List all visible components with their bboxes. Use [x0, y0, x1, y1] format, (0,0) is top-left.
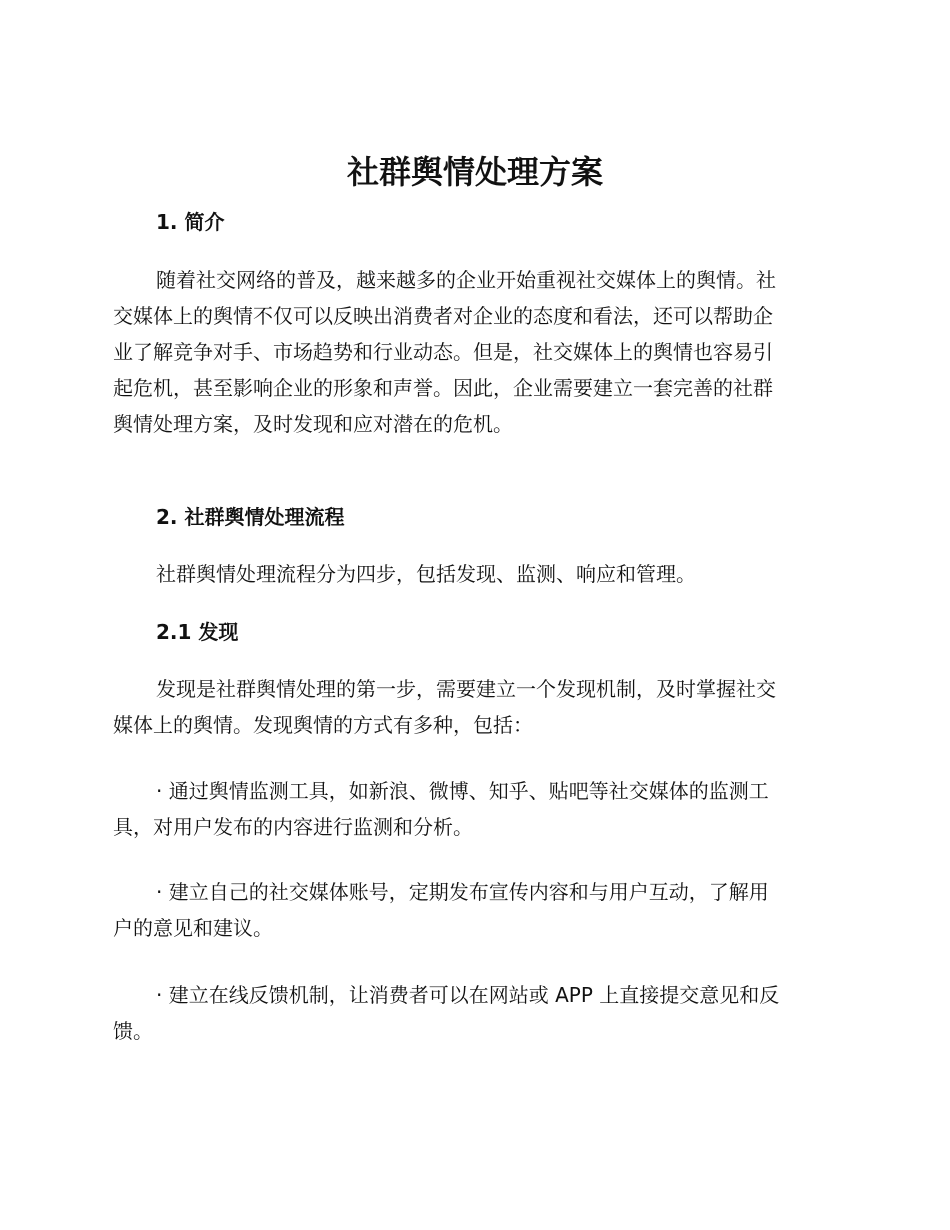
section-heading-discover: 2.1 发现: [156, 620, 239, 644]
bullet-line: 馈。: [113, 1019, 153, 1043]
bullet-line: · 通过舆情监测工具，如新浪、微博、知乎、贴吧等社交媒体的监测工: [156, 779, 769, 803]
section-heading-intro: 1. 简介: [156, 210, 225, 234]
paragraph-line: 随着社交网络的普及，越来越多的企业开始重视社交媒体上的舆情。社: [156, 268, 776, 292]
bullet-item-online-feedback: [113, 977, 831, 1049]
paragraph-line: 发现是社群舆情处理的第一步，需要建立一个发现机制，及时掌握社交: [156, 677, 776, 701]
bullet-item-own-accounts: [113, 874, 831, 946]
bullet-line: · 建立自己的社交媒体账号，定期发布宣传内容和与用户互动，了解用: [156, 880, 769, 904]
paragraph-line: 业了解竞争对手、市场趋势和行业动态。但是，社交媒体上的舆情也容易引: [113, 340, 773, 364]
paragraph-line: 舆情处理方案，及时发现和应对潜在的危机。: [113, 412, 513, 436]
process-paragraph: [113, 556, 831, 592]
discover-paragraph: [113, 671, 831, 743]
bullet-item-monitoring-tools: [113, 773, 831, 845]
paragraph-line: 起危机，甚至影响企业的形象和声誉。因此，企业需要建立一套完善的社群: [113, 376, 773, 400]
paragraph-line: 社群舆情处理流程分为四步，包括发现、监测、响应和管理。: [156, 562, 696, 586]
bullet-line: 具，对用户发布的内容进行监测和分析。: [113, 815, 473, 839]
bullet-line: · 建立在线反馈机制，让消费者可以在网站或 APP 上直接提交意见和反: [156, 983, 780, 1007]
paragraph-line: 交媒体上的舆情不仅可以反映出消费者对企业的态度和看法，还可以帮助企: [113, 304, 773, 328]
page-title: 社群舆情处理方案: [346, 153, 603, 191]
section-heading-process: 2. 社群舆情处理流程: [156, 505, 345, 529]
intro-paragraph: [113, 262, 831, 442]
bullet-line: 户的意见和建议。: [113, 916, 273, 940]
paragraph-line: 媒体上的舆情。发现舆情的方式有多种，包括：: [113, 713, 533, 737]
